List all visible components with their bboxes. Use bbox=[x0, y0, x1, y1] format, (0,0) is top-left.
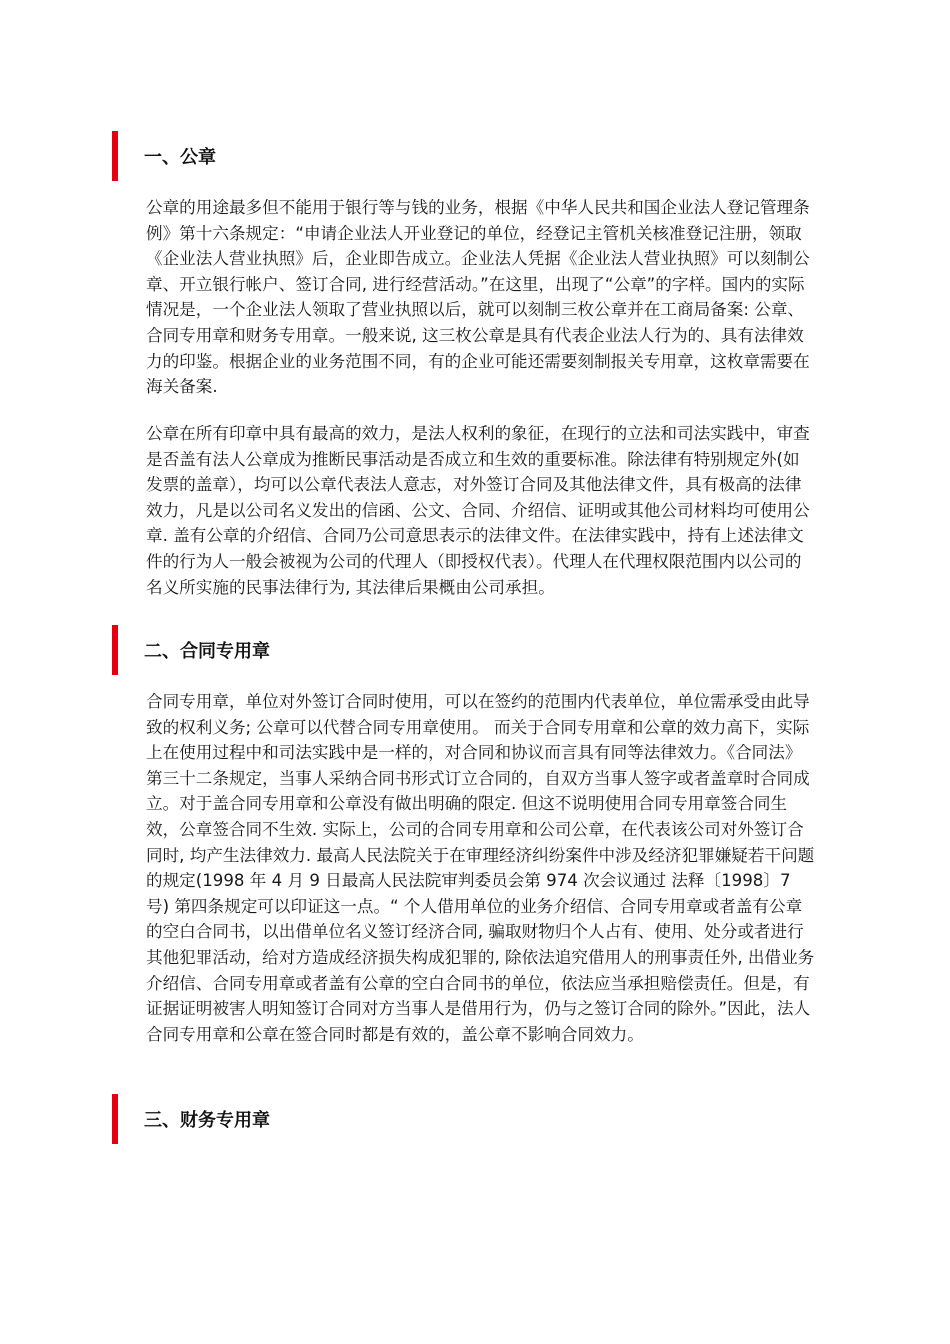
section-heading-official-seal bbox=[112, 131, 812, 181]
paragraph: 公章的用途最多但不能用于银行等与钱的业务，根据《中华人民共和国企业法人登记管理条例》第十六条规定：“申请企业法人开业登记的单位，经登记主管机关核准登记注册，领取《企业法人营业执照》后，企业即告成立。企业法人凭据《企业法人营业执照》可以刻制公章、开立银行帐户、签订合同, 进行经营活动。”在这里，出现了“公章”的字样。国内的实际情况是，一个企业法人领取了营业执照以后，就可以刻制三枚公章并在工商局备案: 公章、合同专用章和财务专用章。一般来说, 这三枚公章是具有代表企业法人行为的、具有法律效力的印鉴。根据企业的业务范围不同，有的企业可能还需要刻制报关专用章，这枚章需要在海关备案. bbox=[146, 198, 810, 397]
heading-accent-bar bbox=[112, 131, 118, 181]
paragraph: 合同专用章，单位对外签订合同时使用，可以在签约的范围内代表单位，单位需承受由此导致的权利义务; 公章可以代替合同专用章使用。 而关于合同专用章和公章的效力高下，实际上在使用过程中和司法实践中是一样的，对合同和协议而言具有同等法律效力。《合同法》第三十二条规定，当事人采纳合同书形式订立合同的，自双方当事人签字或者盖章时合同成立。对于盖合同专用章和公章没有做出明确的限定. 但这不说明使用合同专用章签合同生效，公章签合同不生效. 实际上，公司的合同专用章和公司公章，在代表该公司对外签订合同时, 均产生法律效力. 最高人民法院关于在审理经济纠纷案件中涉及经济犯罪嫌疑若干问题的规定(1998 年 4 月 9 日最高人民法院审判委员会第 974 次会议通过 法释〔1998〕7 号) 第四条规定可以印证这一点。“ 个人借用单位的业务介绍信、合同专用章或者盖有公章的空白合同书，以出借单位名义签订经济合同, 骗取财物归个人占有、使用、处分或者进行其他犯罪活动，给对方造成经济损失构成犯罪的, 除依法追究借用人的刑事责任外, 出借业务介绍信、合同专用章或者盖有公章的空白合同书的单位，依法应当承担赔偿责任。但是，有证据证明被害人明知签订合同对方当事人是借用行为，仍与之签订合同的除外。”因此，法人合同专用章和公章在签合同时都是有效的，盖公章不影响合同效力。 bbox=[146, 692, 815, 1044]
heading-accent-bar bbox=[112, 625, 118, 675]
section-heading-finance-seal bbox=[112, 1094, 812, 1144]
section-title: 三、财务专用章 bbox=[144, 1110, 270, 1131]
heading-accent-bar bbox=[112, 1094, 118, 1144]
section-title: 二、合同专用章 bbox=[144, 641, 270, 662]
section-title: 一、公章 bbox=[144, 147, 216, 168]
paragraph: 公章在所有印章中具有最高的效力，是法人权利的象征，在现行的立法和司法实践中，审查是否盖有法人公章成为推断民事活动是否成立和生效的重要标准。除法律有特别规定外(如发票的盖章），均可以公章代表法人意志，对外签订合同及其他法律文件，具有极高的法律效力，凡是以公司名义发出的信函、公文、合同、介绍信、证明或其他公司材料均可使用公章. 盖有公章的介绍信、合同乃公司意思表示的法律文件。在法律实践中，持有上述法律文件的行为人一般会被视为公司的代理人（即授权代表）。代理人在代理权限范围内以公司的名义所实施的民事法律行为, 其法律后果概由公司承担。 bbox=[146, 424, 810, 597]
section-heading-contract-seal bbox=[112, 625, 812, 675]
